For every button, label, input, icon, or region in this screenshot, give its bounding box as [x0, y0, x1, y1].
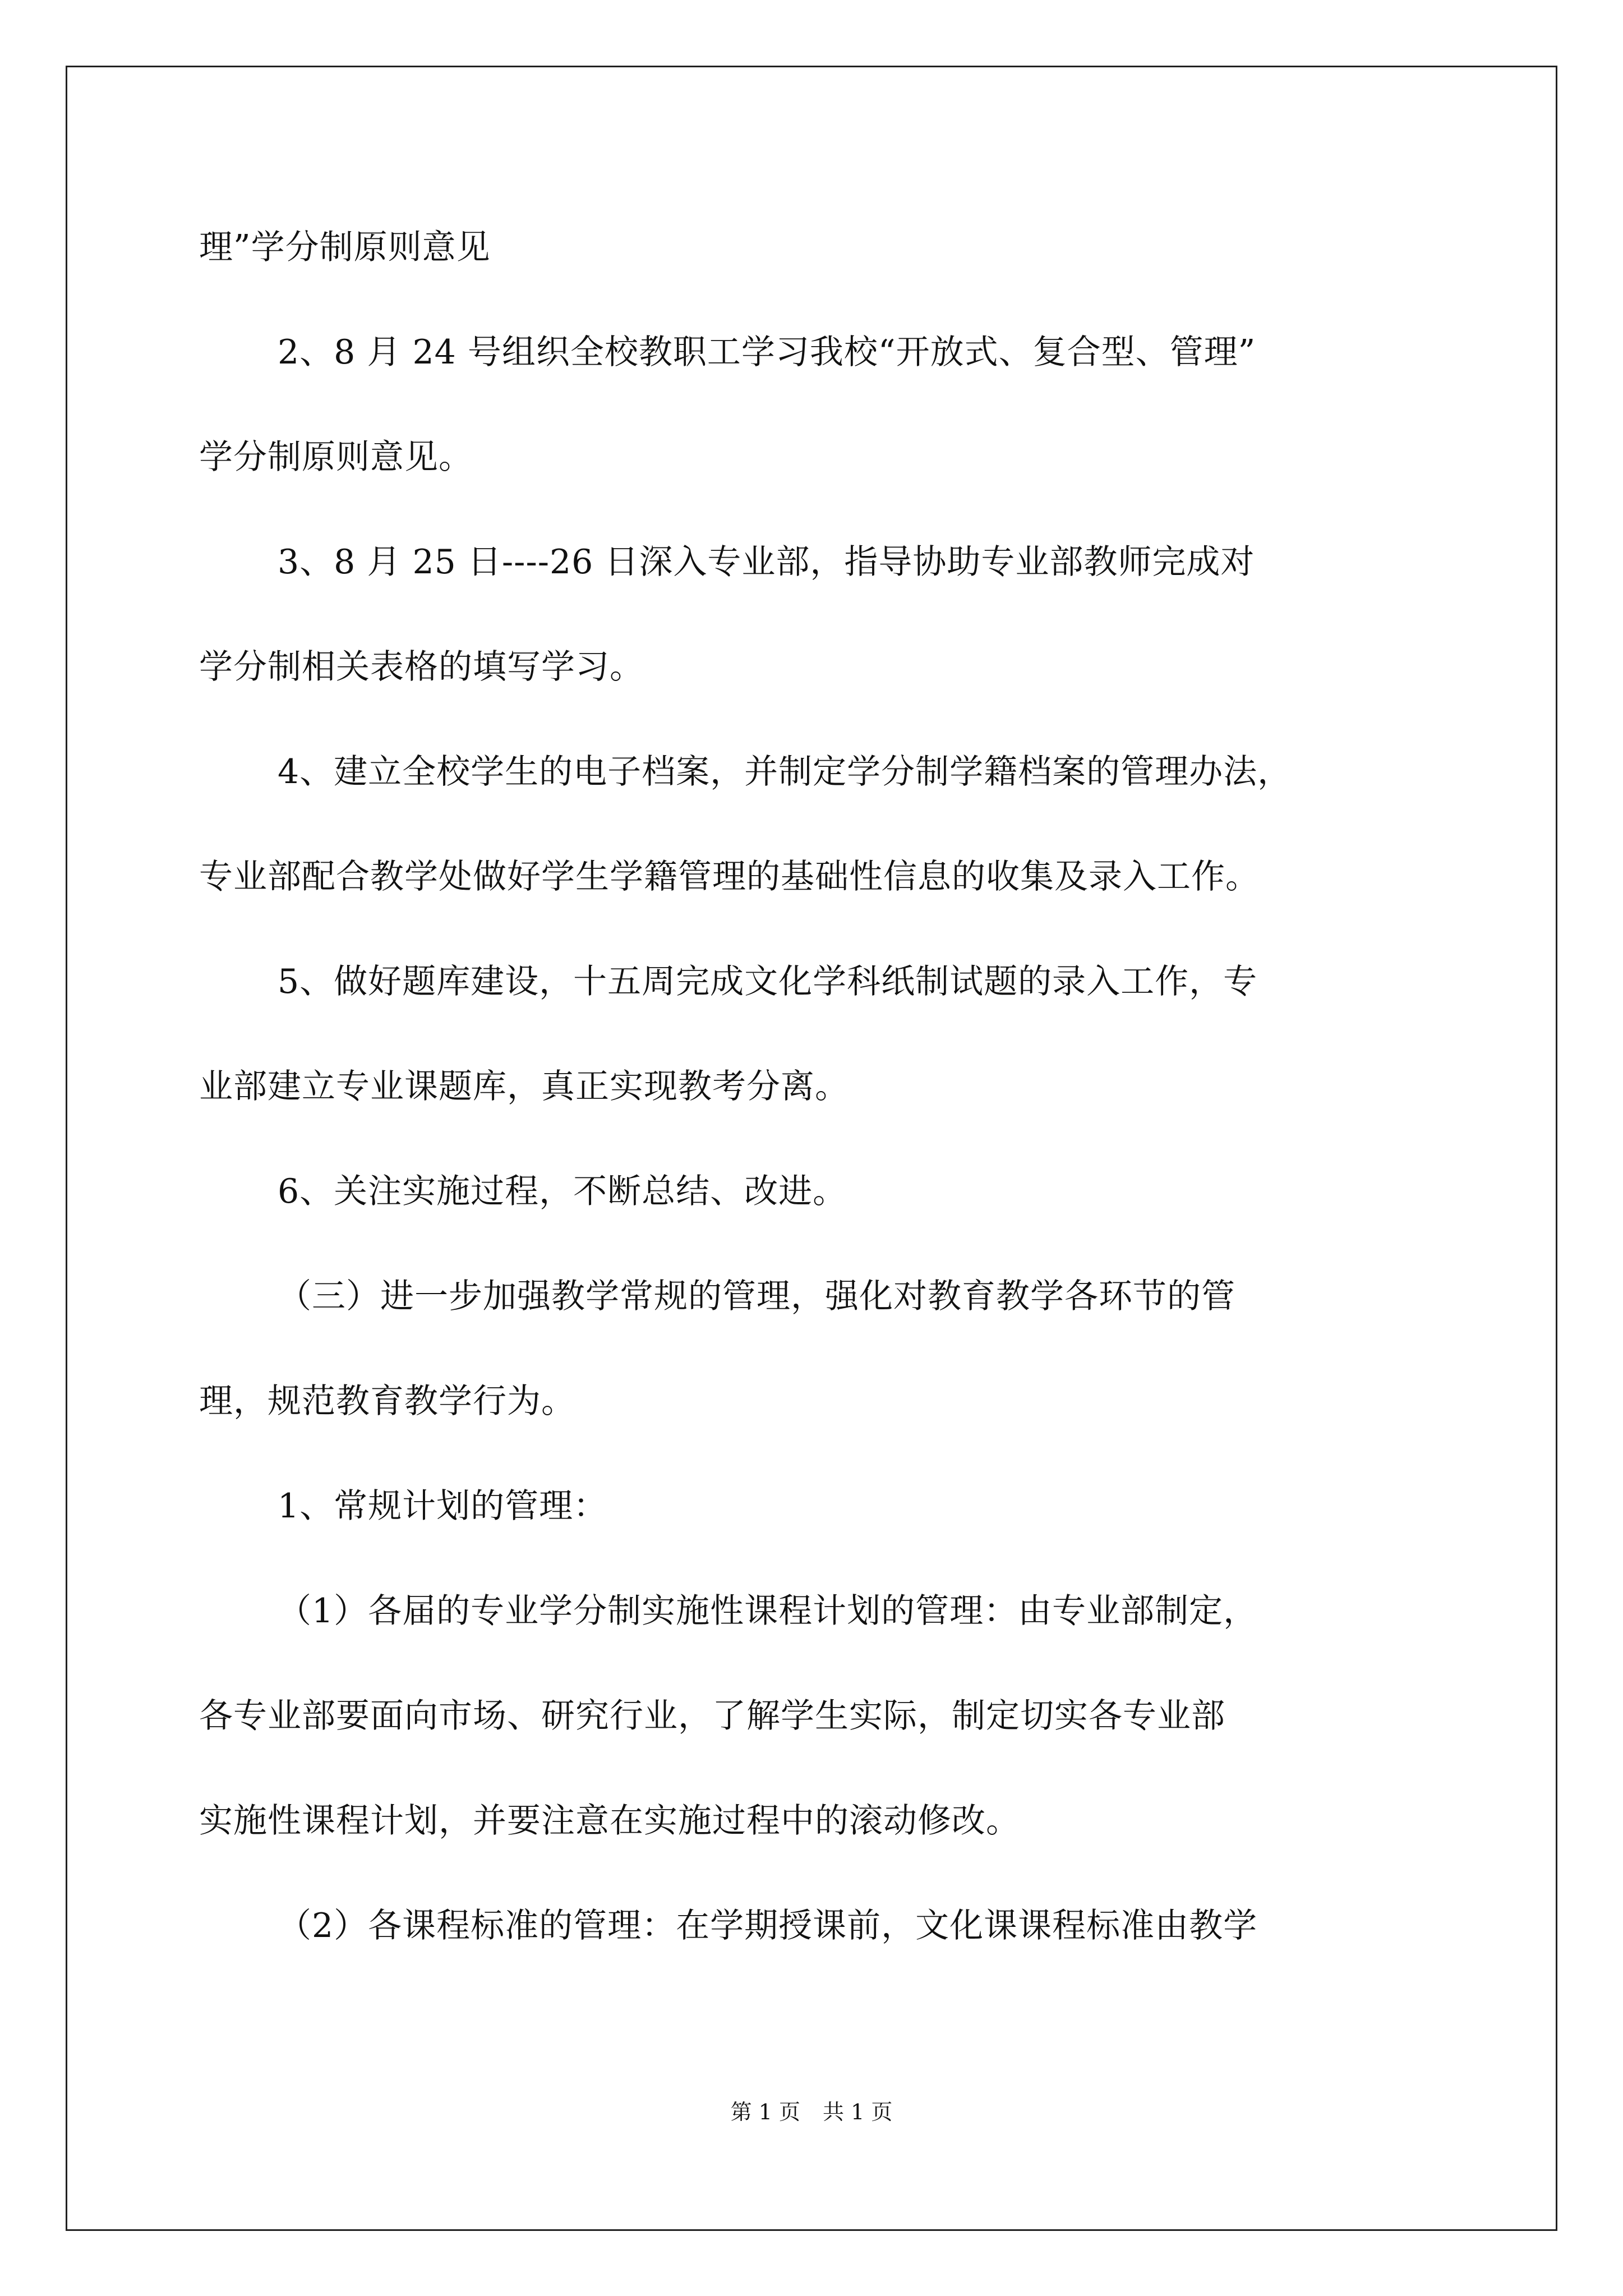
- text-line: 理”学分制原则意见: [199, 228, 491, 267]
- text-line: 5、做好题库建设，十五周完成文化学科纸制试题的录入工作，专: [278, 962, 1258, 1001]
- text-line: 3、8 月 25 日----26 日深入专业部，指导协助专业部教师完成对: [278, 542, 1255, 582]
- text-line: 2、8 月 24 号组织全校教职工学习我校“开放式、复合型、管理”: [278, 333, 1256, 372]
- text-line: （三）进一步加强教学常规的管理，强化对教育教学各环节的管: [278, 1277, 1235, 1316]
- text-line: 理，规范教育教学行为。: [199, 1382, 575, 1421]
- page-total: 共 1 页: [823, 2100, 893, 2124]
- page-footer: [0, 2098, 1623, 2126]
- text-line: 1、常规计划的管理：: [278, 1487, 608, 1526]
- text-line: 学分制相关表格的填写学习。: [199, 647, 644, 687]
- text-line: 学分制原则意见。: [199, 438, 473, 477]
- page-number: 第 1 页: [730, 2100, 800, 2124]
- text-line: 4、建立全校学生的电子档案，并制定学分制学籍档案的管理办法，: [278, 752, 1292, 792]
- document-body: [199, 222, 1433, 2005]
- text-line: 各专业部要面向市场、研究行业，了解学生实际，制定切实各专业部: [199, 1696, 1225, 1736]
- text-line: 专业部配合教学处做好学生学籍管理的基础性信息的收集及录入工作。: [199, 857, 1260, 896]
- text-line: （2）各课程标准的管理：在学期授课前，文化课课程标准由教学: [278, 1906, 1258, 1945]
- text-line: （1）各届的专业学分制实施性课程计划的管理：由专业部制定，: [278, 1591, 1258, 1631]
- text-line: 6、关注实施过程，不断总结、改进。: [278, 1172, 847, 1211]
- text-line: 实施性课程计划，并要注意在实施过程中的滚动修改。: [199, 1801, 1020, 1841]
- text-line: 业部建立专业课题库，真正实现教考分离。: [199, 1067, 849, 1106]
